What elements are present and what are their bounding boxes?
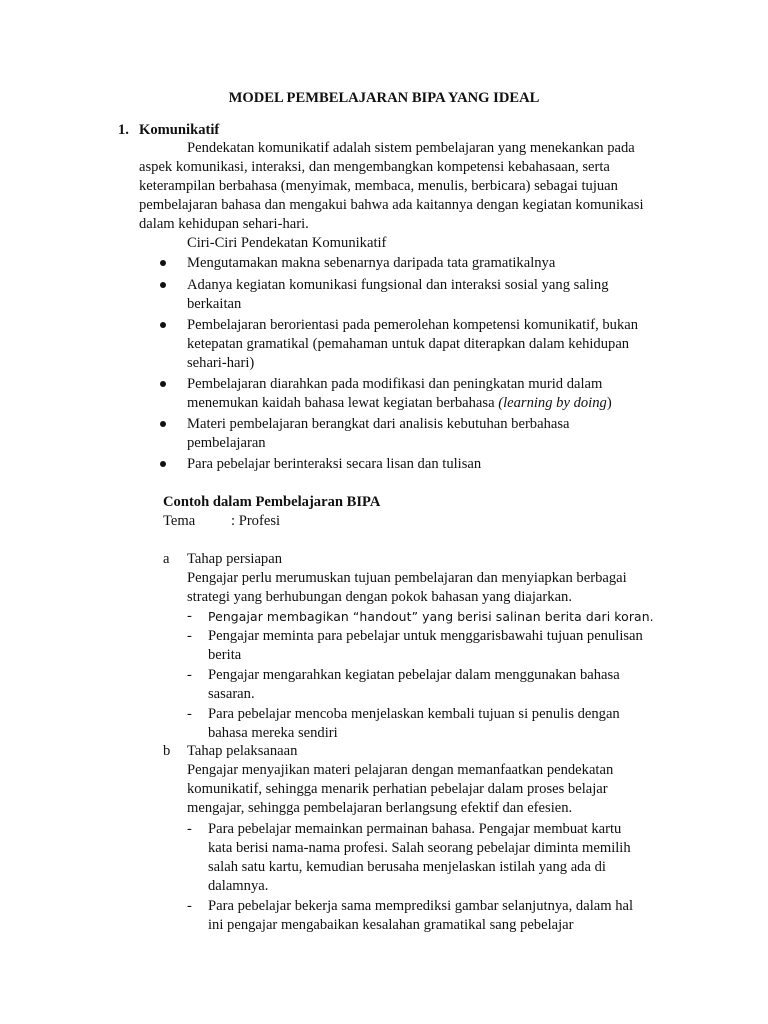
stage-heading: Tahap pelaksanaan [187,743,298,759]
section-heading: Komunikatif [139,122,220,138]
paragraph-line: Pengajar menyajikan materi pelajaran dengan memanfaatkan pendekatan [187,762,614,778]
list-item: sasaran. [208,686,255,702]
list-item: Mengutamakan makna sebenarnya daripada tata gramatikalnya [187,255,556,271]
stage-heading: Tahap persiapan [187,551,283,567]
list-item: Pengajar membagikan “handout” yang berisi salinan berita dari koran. [208,609,654,624]
dash-marker: - [187,667,192,683]
list-item: Pengajar mengarahkan kegiatan pebelajar dalam menggunakan bahasa [208,667,620,683]
list-item: berita [208,647,242,663]
list-item: Pembelajaran diarahkan pada modifikasi dan peningkatan murid dalam [187,376,603,392]
list-item: dalamnya. [208,878,269,894]
list-item-text: ) [606,395,612,411]
paragraph-line: strategi yang berhubungan dengan pokok bahasan yang diajarkan. [187,589,572,605]
paragraph-line: Pengajar perlu merumuskan tujuan pembelajaran dan menyiapkan berbagai [187,570,627,586]
paragraph-line: pembelajaran bahasa dan mengakui bahwa ada kaitannya dengan kegiatan komunikasi [139,197,644,213]
tema-value: : Profesi [231,513,281,529]
list-item: Para pebelajar berinteraksi secara lisan dan tulisan [187,456,482,472]
dash-marker: - [187,608,192,624]
bullet-icon [160,421,166,427]
list-item: Pembelajaran berorientasi pada pemerolehan kompetensi komunikatif, bukan [187,317,639,333]
section-number: 1. [118,122,129,138]
paragraph-line: aspek komunikasi, interaksi, dan mengembangkan kompetensi kebahasaan, serta [139,159,610,175]
stage-letter: b [163,743,171,759]
list-item: ini pengajar mengabaikan kesalahan gramatikal sang pebelajar [208,917,574,933]
paragraph-line: dalam kehidupan sehari-hari. [139,216,309,232]
list-item: Para pebelajar bekerja sama memprediksi gambar selanjutnya, dalam hal [208,898,634,914]
stage-letter: a [163,551,170,567]
dash-marker: - [187,706,192,722]
paragraph-line: mengajar, sehingga pembelajaran berlangsung efektif dan efesien. [187,800,573,816]
paragraph-line: Pendekatan komunikatif adalah sistem pembelajaran yang menekankan pada [187,140,635,156]
paragraph-line: keterampilan berbahasa (menyimak, membaca, menulis, berbicara) sebagai tujuan [139,178,618,194]
list-item: Adanya kegiatan komunikasi fungsional dan interaksi sosial yang saling [187,277,609,293]
list-item: bahasa mereka sendiri [208,725,338,741]
list-item: salah satu kartu, kemudian berusaha menjelaskan istilah yang ada di [208,859,606,875]
list-item-text: menemukan kaidah bahasa lewat kegiatan berbahasa [187,395,499,411]
list-item [187,394,612,413]
bullet-icon [160,260,166,266]
list-item: Para pebelajar mencoba menjelaskan kembali tujuan si penulis dengan [208,706,620,722]
bullet-icon [160,322,166,328]
tema-label: Tema [163,513,196,529]
list-item: berkaitan [187,296,242,312]
bullet-icon [160,282,166,288]
list-item: Materi pembelajaran berangkat dari analisis kebutuhan berbahasa [187,416,570,432]
dash-marker: - [187,628,192,644]
list-item: Pengajar meminta para pebelajar untuk menggarisbawahi tujuan penulisan [208,628,643,644]
list-item: kata berisi nama-nama profesi. Salah seorang pebelajar diminta memilih [208,840,631,856]
dash-marker: - [187,821,192,837]
paragraph-line: komunikatif, sehingga menarik perhatian pebelajar dalam proses belajar [187,781,608,797]
list-item: ketepatan gramatikal (pemahaman untuk dapat diterapkan dalam kehidupan [187,336,630,352]
list-item: Para pebelajar memainkan permainan bahasa. Pengajar membuat kartu [208,821,622,837]
bullet-icon [160,381,166,387]
page-title: MODEL PEMBELAJARAN BIPA YANG IDEAL [228,90,540,106]
dash-marker: - [187,898,192,914]
ciri-heading: Ciri-Ciri Pendekatan Komunikatif [187,235,387,251]
contoh-heading: Contoh dalam Pembelajaran BIPA [163,494,381,510]
bullet-icon [160,461,166,467]
list-item-italic: (learning by doing [498,395,607,411]
list-item: sehari-hari) [187,355,255,371]
list-item: pembelajaran [187,435,266,451]
